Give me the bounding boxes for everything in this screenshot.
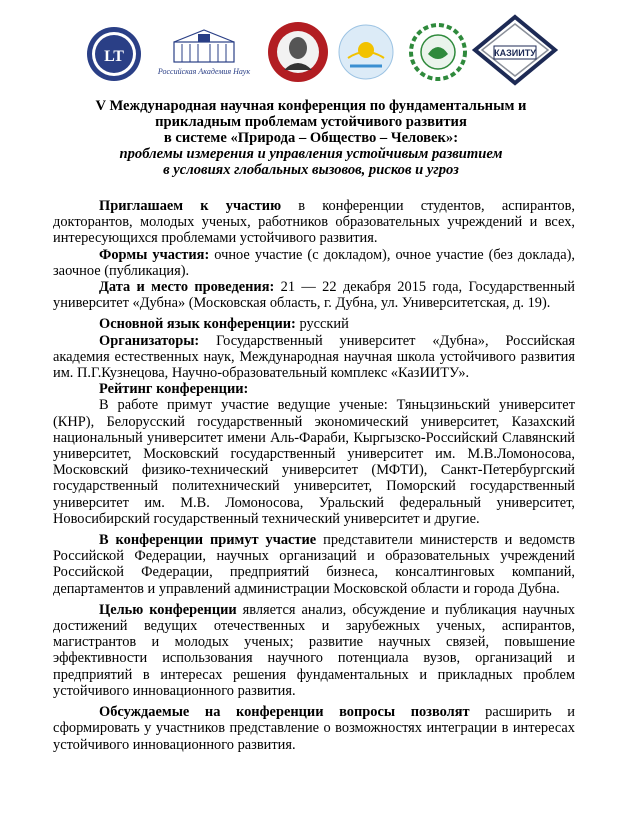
issues-text: расширить и сформировать у участников представление о возможностях интеграции в интересах устойчивого инновационного развития. <box>53 704 575 753</box>
kaziitu-logo-text: КАЗИИТУ <box>494 48 536 58</box>
issues-label: Обсуждаемые на конференции вопросы позволят <box>99 704 470 721</box>
participants-label: В конференции примут участие <box>99 532 317 549</box>
title-line-2: прикладным проблемам устойчивого развития <box>155 114 467 130</box>
partner-logos <box>70 8 570 86</box>
participants-paragraph <box>53 532 575 597</box>
portrait-seal-logo <box>266 20 330 84</box>
forms-paragraph <box>53 247 575 279</box>
rating-heading <box>53 381 575 397</box>
lt-logo-text: LT <box>104 48 124 65</box>
date-paragraph <box>53 279 575 311</box>
subtitle-line-2: в условиях глобальных вызовов, рисков и угроз <box>163 162 459 178</box>
rae-logo <box>152 26 256 80</box>
conference-title <box>40 98 582 178</box>
date-label: Дата и место проведения: <box>99 279 275 296</box>
kazakh-emblem-logo <box>336 22 396 82</box>
rating-paragraph: В работе примут участие ведущие ученые: Тяньцзиньский университет (КНР), Белорусский государственный экономический университет, Казахский национальный университет имени Аль-Фараби, Кыргызско-Российский Славянский университет, Московский государственный университет им. М.В.Ломоносова, Московский физико-технический университет (МФТИ), Санкт-Петербургский государственный политехнический университет, Поморский государственный университет им. М.В. Ломоносова, Уральский федеральный университет, Новосибирский государственный технический университет и другие. <box>53 397 575 527</box>
title-line-1: V Международная научная конференция по фундаментальным и <box>95 98 527 114</box>
organizers-label: Организаторы: <box>99 332 200 349</box>
rae-logo-text: Российская Академия Наук <box>157 67 251 76</box>
invite-paragraph <box>53 198 575 247</box>
participants-text: представители министерств и ведомств Российской Федерации, научных организаций и образовательных учреждений Российской Федерации, предприятий бизнеса, консалтинговых компаний, департаментов и управлений администрации Московской области и города Дубна. <box>53 532 575 597</box>
invite-text: в конференции студентов, аспирантов, докторантов, молодых ученых, работников образовательных учреждений и всех, интересующихся проблемами устойчивого развития. <box>53 198 575 247</box>
goal-label: Целью конференции <box>99 601 237 618</box>
forms-text: очное участие (с докладом), очное участие (без доклада), заочное (публикация). <box>53 246 576 279</box>
organizers-paragraph <box>53 333 575 382</box>
language-paragraph <box>53 316 575 332</box>
title-line-3: в системе «Природа – Общество – Человек»: <box>163 130 459 146</box>
rating-label: Рейтинг конференции: <box>99 381 249 398</box>
invite-label: Приглашаем к участию <box>99 198 282 214</box>
issues-paragraph <box>53 704 575 753</box>
announcement-body <box>53 198 575 753</box>
date-text: 21 — 22 декабря 2015 года, Государственный университет «Дубна» (Московская область, г. Дубна, ул. Университетская, д. 19). <box>53 279 575 312</box>
green-ring-logo <box>406 20 470 84</box>
organizers-text: Государственный университет «Дубна», Российская академия естественных наук, Международная научная школа устойчивого развития им. П.Г.Кузнецова, Научно-образовательный комплекс «КазИИТУ». <box>53 332 575 382</box>
lt-logo <box>82 24 146 84</box>
goal-text: является анализ, обсуждение и публикация научных достижений ведущих отечественных и зарубежных ученых, аспирантов, магистрантов и молодых ученых; развитие научных связей, повышение эффективности использования научного потенциала вузов, организаций и предприятий в интересах решения фундаментальных и прикладных проблем устойчивого инновационного развития. <box>53 601 575 699</box>
subtitle-line-1: проблемы измерения и управления устойчивым развитием <box>119 146 503 162</box>
kaziitu-logo <box>472 14 558 86</box>
forms-label: Формы участия: <box>99 246 210 263</box>
goal-paragraph <box>53 602 575 699</box>
language-text: русский <box>295 316 349 333</box>
language-label: Основной язык конференции: <box>99 316 296 333</box>
